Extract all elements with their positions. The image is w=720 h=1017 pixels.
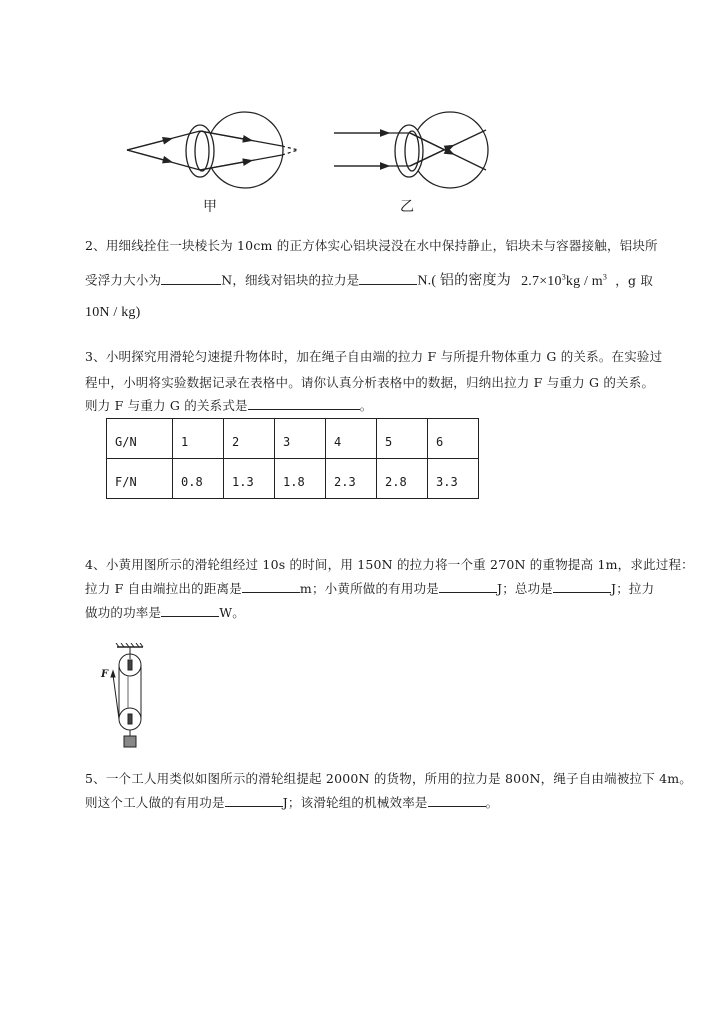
q4-text-b: m；小黄所做的有用功是: [299, 581, 439, 596]
figure-label-yi: 乙: [400, 199, 414, 215]
eye-diagram-jia: [120, 108, 305, 193]
q2-line2: [85, 268, 653, 291]
q5-text-c: 。: [485, 795, 499, 810]
q2-text-d: ，g 取: [615, 272, 654, 288]
q3-text-a: 则力 F 与重力 G 的关系式是: [85, 398, 248, 413]
figure-label-jia: 甲: [203, 199, 217, 215]
table-cell: 1: [173, 419, 224, 459]
q5-line2: [85, 794, 498, 812]
q5-blank-efficiency[interactable]: [428, 794, 486, 807]
q4-text-e: 做功的功率是: [85, 605, 162, 620]
q4-line1: 4、小黄用图所示的滑轮组经过 10s 的时间，用 150N 的拉力将一个重 270N 的重物提高 1m，求此过程：: [85, 557, 694, 572]
q3-line2: 程中，小明将实验数据记录在表格中。请你认真分析表格中的数据，归纳出拉力 F 与重力 G 的关系。: [85, 375, 655, 390]
q2-line3: 10N / kg): [85, 305, 141, 320]
pulley-force-label: F: [101, 669, 109, 680]
q2-unit-exp: 3: [602, 272, 608, 281]
data-table: [106, 418, 479, 499]
q2-exp: 3: [561, 272, 566, 281]
q4-text-c: J；总功是: [496, 581, 553, 596]
q3-text-b: 。: [359, 398, 373, 413]
q4-blank-useful-work[interactable]: [439, 580, 497, 593]
table-cell: 6: [428, 419, 479, 459]
table-cell: G/N: [107, 419, 173, 459]
table-cell: 3.3: [428, 459, 479, 499]
table-cell: 3: [275, 419, 326, 459]
table-cell: 2: [224, 419, 275, 459]
q2-blank-tension[interactable]: [359, 272, 417, 285]
table-cell: 0.8: [173, 459, 224, 499]
table-cell: 5: [377, 419, 428, 459]
q2-text-c: N.( 铝的密度为: [417, 273, 511, 289]
q2-unit: kg / m: [565, 273, 603, 289]
q2-line1: 2、用细线拴住一块棱长为 10cm 的正方体实心铝块浸没在水中保持静止，铝块未与容器接触，铝块所: [85, 238, 658, 253]
q2-blank-buoyancy[interactable]: [161, 272, 221, 285]
q2-text-a: 受浮力大小为: [85, 272, 162, 288]
eye-diagram-yi: [330, 108, 500, 193]
q4-blank-total-work[interactable]: [553, 580, 611, 593]
table-cell: 1.8: [275, 459, 326, 499]
table-cell: F/N: [107, 459, 173, 499]
q4-text-f: W。: [219, 605, 245, 620]
q5-line1: 5、一个工人用类似如图所示的滑轮组提起 2000N 的货物，所用的拉力是 800N，绳子自由端被拉下 4m。: [85, 771, 692, 786]
table-cell: 2.8: [377, 459, 428, 499]
table-row: [107, 419, 479, 459]
table-cell: 2.3: [326, 459, 377, 499]
q5-text-a: 则这个工人做的有用功是: [85, 795, 225, 810]
q5-blank-useful-work[interactable]: [225, 794, 283, 807]
q4-line3: [85, 604, 245, 622]
table-cell: 1.3: [224, 459, 275, 499]
q2-text-b: N，细线对铝块的拉力是: [221, 272, 360, 288]
q2-formula: 2.7×10: [521, 273, 562, 289]
q3-line1: 3、小明探究用滑轮匀速提升物体时，加在绳子自由端的拉力 F 与所提升物体重力 G 的关系。在实验过: [85, 349, 663, 364]
q4-blank-distance[interactable]: [242, 580, 300, 593]
table-row: [107, 459, 479, 499]
pulley-system-diagram: [95, 643, 155, 751]
q3-line3: [85, 397, 372, 415]
q4-text-a: 拉力 F 自由端拉出的距离是: [85, 581, 242, 596]
q4-blank-power[interactable]: [161, 604, 219, 617]
q5-text-b: J；该滑轮组的机械效率是: [282, 795, 428, 810]
q4-line2: [85, 580, 654, 598]
table-cell: 4: [326, 419, 377, 459]
q3-blank-relation[interactable]: [248, 397, 360, 410]
q4-text-d: J；拉力: [611, 581, 655, 596]
